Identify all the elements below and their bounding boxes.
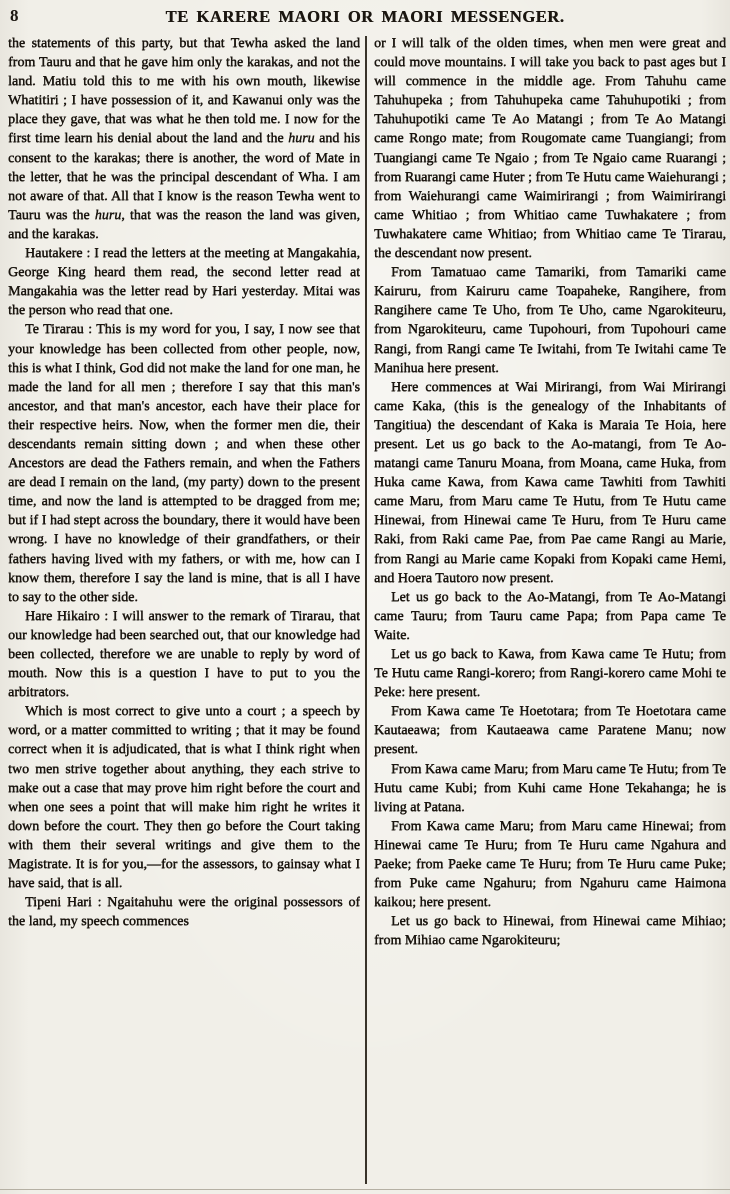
page-header [0,0,730,34]
paragraph: Which is most correct to give unto a court ; a speech by word, or a matter committed to writing ; that it may be found correct when it is adjudicated, that is what I think right when two men strive together about anything, they each strive to make out a case that may prove him right before the court and when one sees a point that will make him right he writes it down before the court. They then go before the Court taking with them their several writings and give them to the Magistrate. It is for you,—for the assessors, to gainsay what I have said, that is all. [8,704,360,892]
bottom-edge-rule [0,1189,730,1190]
paragraph: From Kawa came Maru; from Maru came Te Hutu; from Te Hutu came Kubi; from Kuhi came Hone Tekahanga; he is living at Patana. [374,761,726,815]
paragraph: Here commences at Wai Mirirangi, from Wai Mirirangi came Kaka, (this is the genealogy of the Inhabitants of Tangitiua) the descendant of Kaka is Maraia Te Hoia, here present. Let us go back to the Ao-matangi, from Te Ao-matangi came Tanuru Moana, from Moana, came Huka, from Huka came Kawa, from Kawa came Tawhiti from Tawhiti came Maru, from Maru came Te Hutu, from Te Hutu came Hinewai, from Hinewai came Te Huru, from Te Huru came Raki, from Raki came Pae, from Pae came Rangi au Marie, from Rangi au Marie came Kopaki from Kopaki came Hemi, and Hoera Tautoro now present. [374,379,726,586]
two-column-body [0,34,730,1184]
paragraph: Hare Hikairo : I will answer to the remark of Tirarau, that our knowledge had been searched out, that our knowledge had been collected, therefore we are unable to reply by word of mouth. Now this is a question I have to put to you the arbitrators. [8,608,360,701]
paragraph: Let us go back to Hinewai, from Hinewai came Mihiao; from Mihiao came Ngarokiteuru; [374,914,726,949]
masthead-title: TE KARERE MAORI OR MAORI MESSENGER. [165,7,565,26]
paragraph: Hautakere : I read the letters at the meeting at Mangakahia, George King heard them read, the second letter read at Mangakahia was the letter read by Hari yesterday. Mitai was the person who read that one. [8,246,360,319]
paragraph: Let us go back to the Ao-Matangi, from Te Ao-Matangi came Tauru; from Tauru came Papa; from Papa came Te Waite. [374,589,726,643]
paragraph: From Kawa came Maru; from Maru came Hinewai; from Hinewai came Te Huru; from Te Huru came Ngahura and Paeke; from Paeke came Te Huru; from Te Huru came Puke; from Puke came Ngahuru; from Ngahuru came Haimona kaikou; here present. [374,818,726,911]
left-column [8,34,360,1184]
paragraph: Let us go back to Kawa, from Kawa came Te Hutu; from Te Hutu came Rangi-korero; from Rangi-korero came Mohi te Peke: here present. [374,647,726,701]
right-column [374,34,726,1184]
paragraph: Te Tirarau : This is my word for you, I say, I now see that your knowledge has been collected from other people, now, this is what I think, God did not make the land for one man, he made the land for all men ; therefore I say that this man's ancestor, and that man's ancestor, each have their place for their respective heirs. Now, when the former men die, their descendants remain sitting down ; and when these other Ancestors are dead the Fathers remain, and when the Fathers are dead I remain on the land, (my party) down to the present time, and now the land is attempted to be dragged from me; but if I had stept across the boundary, there it would have been wrong. I have no knowledge of their grandfathers, or their fathers having lived with my fathers, or with me, how can I know them, therefore I say the land is mine, that is all I have to say to the other side. [8,322,360,605]
page-number: 8 [10,6,19,25]
paragraph: the statements of this party, but that Tewha asked the land from Tauru and that he gave him only the karakas, and not the land. Matiu told this to me with his own mouth, likewise Whatitiri ; I have possession of it, and Kawanui only was the place they gave, that was what he then told me. I now for the first time learn his denial about the land and the huru and his consent to the karakas; there is another, the word of Mate in the letter, that he was the principal descendant of Wha. I am not aware of that. All that I know is the reason Tewha went to Tauru was the huru, that was the reason the land was given, and the karakas. [8,36,360,242]
paragraph: Tipeni Hari : Ngaitahuhu were the original possessors of the land, my speech commences [8,895,360,930]
column-divider-rule [365,36,367,1184]
paragraph: From Tamatuao came Tamariki, from Tamariki came Kairuru, from Kairuru came Toapaheke, Rangihere, from Rangihere came Te Uho, from Te Uho, came Ngarokiteuru, from Ngarokiteuru, came Tupohouri, from Tupohouri came Rangi, from Rangi came Te Iwitahi, from Te Iwitahi came Te Manihua here present. [374,265,726,376]
paragraph: From Kawa came Te Hoetotara; from Te Hoetotara came Kautaeawa; from Kautaeawa came Paratene Manu; now present. [374,704,726,758]
paragraph: or I will talk of the olden times, when men were great and could move mountains. I will take you back to past ages but I will commence in the middle age. From Tahuhu came Tahuhupeka ; from Tahuhupeka came Tahuhupotiki ; from Tahuhupotiki came Te Ao Matangi ; from Te Ao Matangi came Rongo mate; from Rougomate came Tuangiangi; from Tuangiangi came Te Ngaio ; from Te Ngaio came Ruarangi ; from Ruarangi came Huter ; from Te Hutu came Waiehurangi ; from Waiehurangi came Waimirirangi ; from Waimirirangi came Whitiao ; from Whitiao came Tuwhakatere ; from Tuwhakatere came Whitiao; from Whitiao came Te Tirarau, the descendant now present. [374,36,726,262]
